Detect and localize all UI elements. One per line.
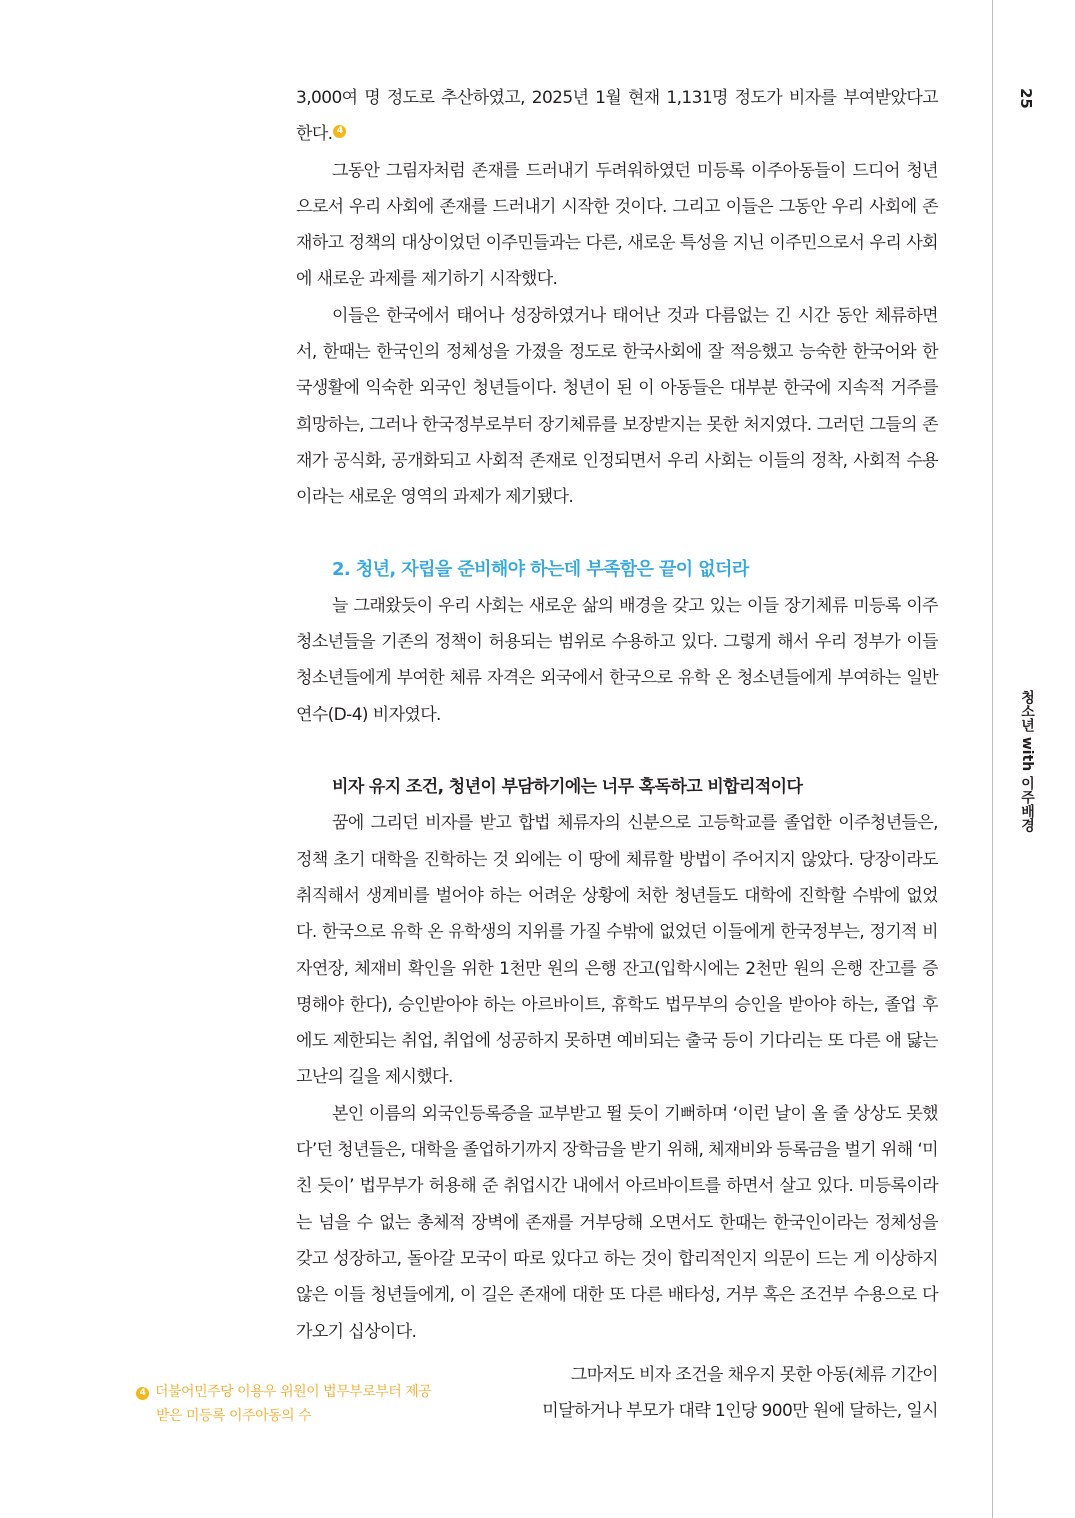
paragraph-7-line-1: 그마저도 비자 조건을 채우지 못한 아동(체류 기간이 <box>570 1365 938 1385</box>
paragraph-7-line-2: 미달하거나 부모가 대략 1인당 900만 원에 달하는, 일시 <box>542 1401 938 1422</box>
running-title: 청소년 with 이주배경 <box>1019 690 1035 833</box>
footnote-text-line-1: 더불어민주당 이용우 위원이 법무부로부터 제공 <box>155 1384 432 1400</box>
section-heading: 2. 청년, 자립을 준비해야 하는데 부족함은 끝이 없더라 <box>332 558 749 580</box>
footnote-marker-4[interactable]: 4 <box>333 125 346 138</box>
footnote-number-badge: 4 <box>136 1387 149 1400</box>
footnote <box>136 1380 466 1428</box>
paragraph-5: 꿈에 그리던 비자를 받고 합법 체류자의 신분으로 고등학교를 졸업한 이주청년들은, 정책 초기 대학을 진학하는 것 외에는 이 땅에 체류할 방법이 주어지지 않았다. 당장이라도 취직해서 생계비를 벌어야 하는 어려운 상황에 처한 청년들도 대학에 진학할 수밖에 없었다. 한국으로 유학 온 유학생의 지위를 가질 수밖에 없었던 이들에게 한국정부는, 정기적 비자연장, 체재비 확인을 위한 1천만 원의 은행 잔고(입학시에는 2천만 원의 은행 잔고를 증명해야 한다), 승인받아야 하는 아르바이트, 휴학도 법무부의 승인을 받아야 하는, 졸업 후에도 제한되는 취업, 취업에 성공하지 못하면 예비되는 출국 등이 기다리는 또 다른 애 닳는 고난의 길을 제시했다. <box>296 813 938 1088</box>
margin-divider-line <box>992 0 993 1518</box>
sub-heading: 비자 유지 조건, 청년이 부담하기에는 너무 혹독하고 비합리적이다 <box>332 777 803 798</box>
paragraph-6: 본인 이름의 외국인등록증을 교부받고 뛸 듯이 기뻐하며 ‘이런 날이 올 줄 상상도 못했다’던 청년들은, 대학을 졸업하기까지 장학금을 받기 위해, 체재비와 등록금을 벌기 위해 ‘미친 듯이’ 법무부가 허용해 준 취업시간 내에서 아르바이트를 하면서 살고 있다. 미등록이라는 넘을 수 없는 총체적 장벽에 존재를 거부당해 오면서도 한때는 한국인이라는 정체성을 갖고 성장하고, 돌아갈 모국이 따로 있다고 하는 것이 합리적인지 의문이 드는 게 이상하지 않은 이들 청년들에게, 이 길은 존재에 대한 또 다른 배타성, 거부 혹은 조건부 수용으로 다가오기 십상이다. <box>296 1103 938 1342</box>
page-number: 25 <box>1017 88 1035 109</box>
paragraph-3: 이들은 한국에서 태어나 성장하였거나 태어난 것과 다름없는 긴 시간 동안 체류하면서, 한때는 한국인의 정체성을 가졌을 정도로 한국사회에 잘 적응했고 능숙한 한국어와 한국생활에 익숙한 외국인 청년들이다. 청년이 된 이 아동들은 대부분 한국에 지속적 거주를 희망하는, 그러나 한국정부로부터 장기체류를 보장받지는 못한 처지였다. 그러던 그들의 존재가 공식화, 공개화되고 사회적 존재로 인정되면서 우리 사회는 이들의 정착, 사회적 수용이라는 새로운 영역의 과제가 제기됐다. <box>296 305 938 508</box>
paragraph-7 <box>490 1357 938 1430</box>
paragraph-1: 3,000여 명 정도로 추산하였고, 2025년 1월 현재 1,131명 정도가 비자를 부여받았다고 한다. 4 <box>296 88 938 145</box>
paragraph-4: 늘 그래왔듯이 우리 사회는 새로운 삶의 배경을 갖고 있는 이들 장기체류 미등록 이주청소년들을 기존의 정책이 허용되는 범위로 수용하고 있다. 그렇게 해서 우리 정부가 이들 청소년들에게 부여한 체류 자격은 외국에서 한국으로 유학 온 청소년들에게 부여하는 일반연수(D-4) 비자였다. <box>296 595 938 725</box>
article-body <box>296 80 938 1350</box>
paragraph-2: 그동안 그림자처럼 존재를 드러내기 두려워하였던 미등록 이주아동들이 드디어 청년으로서 우리 사회에 존재를 드러내기 시작한 것이다. 그리고 이들은 그동안 우리 사회에 존재하고 정책의 대상이었던 이주민들과는 다른, 새로운 특성을 지닌 이주민으로서 우리 사회에 새로운 과제를 제기하기 시작했다. <box>296 160 938 290</box>
footnote-text-line-2: 받은 미등록 이주아동의 수 <box>156 1408 312 1424</box>
